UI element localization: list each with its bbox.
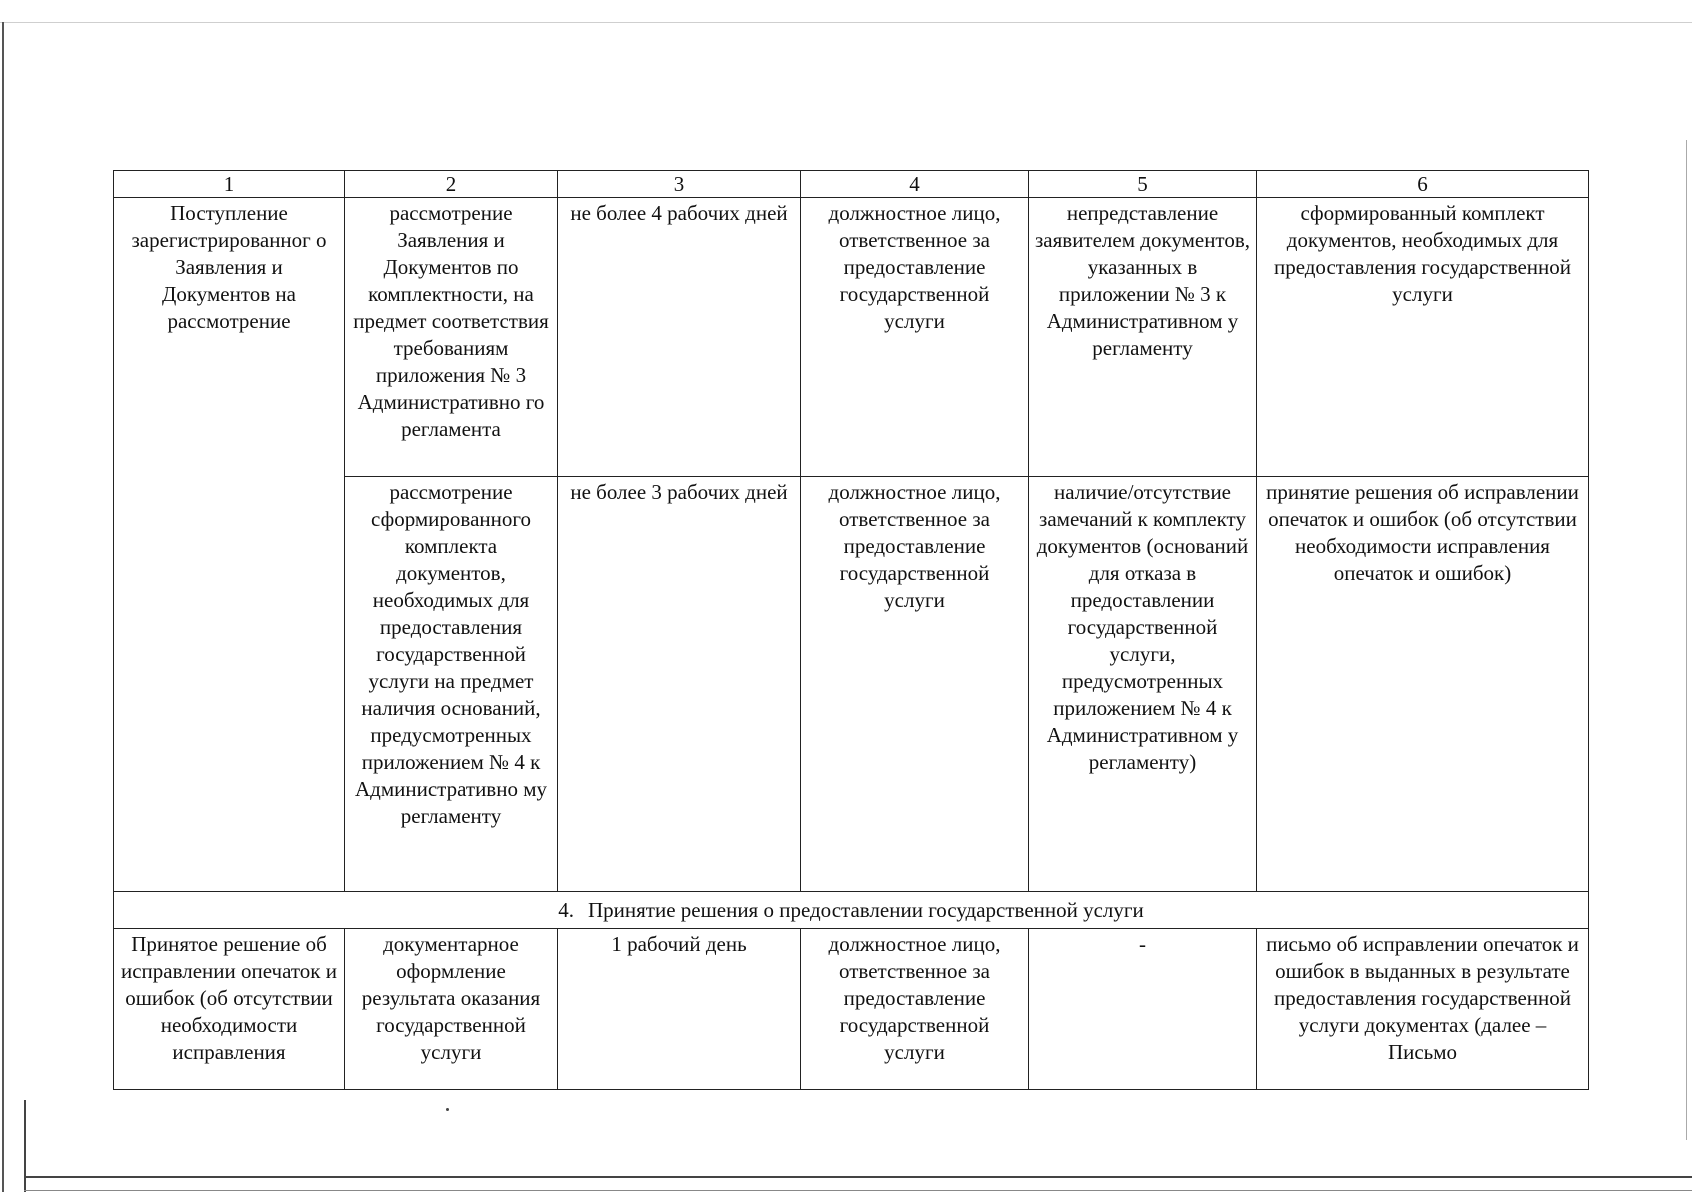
section-row — [114, 892, 1589, 929]
scan-edge-left — [2, 22, 4, 1192]
responsible-cell: должностное лицо, ответственное за предоставление государственной услуги — [801, 929, 1029, 1090]
header-cell-2: 2 — [345, 171, 558, 198]
duration-cell: не более 4 рабочих дней — [558, 198, 801, 477]
scan-edge-left-inner — [24, 1100, 26, 1192]
scan-edge-top — [0, 22, 1692, 23]
header-cell-6: 6 — [1257, 171, 1589, 198]
result-cell: принятие решения об исправлении опечаток и ошибок (об отсутствии необходимости исправления опечаток и ошибок) — [1257, 477, 1589, 892]
responsible-cell: должностное лицо, ответственное за предоставление государственной услуги — [801, 477, 1029, 892]
responsible-cell: должностное лицо, ответственное за предоставление государственной услуги — [801, 198, 1029, 477]
scan-edge-bottom-inner — [24, 1190, 1692, 1191]
action-cell: рассмотрение сформированного комплекта документов, необходимых для предоставления государственной услуги на предмет наличия оснований, предусмотренных приложением № 4 к Административно му регламенту — [345, 477, 558, 892]
duration-cell: 1 рабочий день — [558, 929, 801, 1090]
action-cell: рассмотрение Заявления и Документов по комплектности, на предмет соответствия требованиям приложения № 3 Административно го регламента — [345, 198, 558, 477]
scan-edge-right — [1686, 140, 1687, 1140]
result-cell: письмо об исправлении опечаток и ошибок в выданных в результате предоставления государственной услуги документах (далее – Письмо — [1257, 929, 1589, 1090]
section-title: Принятие решения о предоставлении государственной услуги — [587, 897, 1144, 922]
criteria-cell: непредставление заявителем документов, указанных в приложении № 3 к Административном у регламенту — [1029, 198, 1257, 477]
criteria-cell: наличие/отсутствие замечаний к комплекту документов (оснований для отказа в предоставлении государственной услуги, предусмотренных приложением № 4 к Административном у регламенту) — [1029, 477, 1257, 892]
header-row — [114, 171, 1589, 198]
section-heading — [114, 892, 1589, 929]
header-cell-5: 5 — [1029, 171, 1257, 198]
procedure-cell: Принятое решение об исправлении опечаток и ошибок (об отсутствии необходимости исправления — [114, 929, 345, 1090]
header-cell-1: 1 — [114, 171, 345, 198]
result-cell: сформированный комплект документов, необходимых для предоставления государственной услуги — [1257, 198, 1589, 477]
header-cell-3: 3 — [558, 171, 801, 198]
duration-cell: не более 3 рабочих дней — [558, 477, 801, 892]
action-cell: документарное оформление результата оказания государственной услуги — [345, 929, 558, 1090]
scan-speck — [446, 1108, 449, 1111]
section-number: 4. — [558, 897, 574, 922]
scan-edge-bottom — [24, 1176, 1692, 1178]
header-cell-4: 4 — [801, 171, 1029, 198]
regulation-table — [113, 170, 1589, 1090]
criteria-cell: - — [1029, 929, 1257, 1090]
procedure-cell: Поступление зарегистрированног о Заявления и Документов на рассмотрение — [114, 198, 345, 892]
table-row — [114, 929, 1589, 1090]
table-row — [114, 198, 1589, 477]
